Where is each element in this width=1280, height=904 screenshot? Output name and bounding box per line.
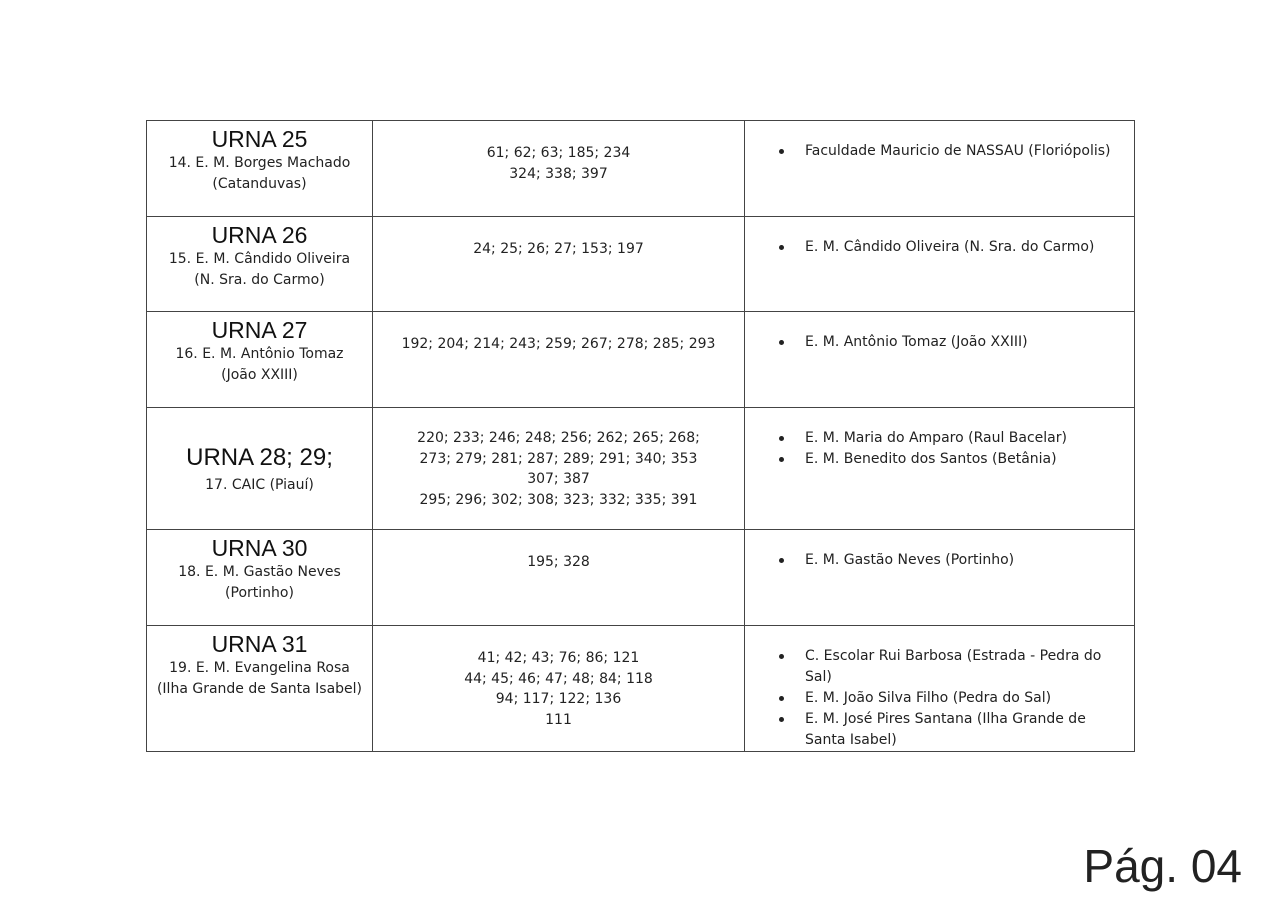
table-row [147,530,1135,626]
sections-line: 195; 328 [527,554,590,570]
list-item: E. M. João Silva Filho (Pedra do Sal) [779,688,1126,709]
school-name: 17. CAIC (Piauí) [205,477,314,493]
sections-line: 273; 279; 281; 287; 289; 291; 340; 353 [419,450,698,467]
urna-title: URNA 27 [211,317,308,343]
sections-cell [373,530,745,626]
sections-line: 44; 45; 46; 47; 48; 84; 118 [464,670,653,687]
urna-title: URNA 25 [211,126,308,152]
list-item: C. Escolar Rui Barbosa (Estrada - Pedra do Sal) [779,646,1126,688]
school-name: 19. E. M. Evangelina Rosa [169,660,350,676]
places-list [779,428,1126,470]
urna-cell [147,121,373,217]
school-name: 16. E. M. Antônio Tomaz [175,346,344,362]
places-list [779,550,1126,571]
list-item: E. M. Maria do Amparo (Raul Bacelar) [779,428,1126,449]
places-cell [745,408,1135,530]
sections-line: 295; 296; 302; 308; 323; 332; 335; 391 [419,491,698,508]
sections-line: 324; 338; 397 [509,165,608,182]
urna-cell [147,530,373,626]
table-row [147,312,1135,408]
school-location: (Portinho) [225,585,294,601]
sections-cell [373,626,745,752]
table-row [147,217,1135,312]
places-list [779,646,1126,751]
sections-cell [373,217,745,312]
table-row [147,408,1135,530]
school-location: (N. Sra. do Carmo) [194,272,325,288]
urna-title: URNA 30 [211,535,308,561]
sections-line: 61; 62; 63; 185; 234 [486,145,631,161]
places-cell [745,121,1135,217]
school-location: (Catanduvas) [212,176,307,192]
school-name: 14. E. M. Borges Machado [168,155,351,171]
school-name: 15. E. M. Cândido Oliveira [168,251,351,267]
urna-title: URNA 28; 29; [186,444,333,471]
sections-line: 307; 387 [527,471,590,487]
list-item: E. M. Benedito dos Santos (Betânia) [779,449,1126,470]
places-cell [745,626,1135,752]
list-item: E. M. Gastão Neves (Portinho) [779,550,1126,571]
sections-line: 220; 233; 246; 248; 256; 262; 265; 268; [417,430,700,446]
school-location: (João XXIII) [221,367,298,383]
places-list [779,237,1126,258]
page-number: Pág. 04 [1083,840,1242,892]
table-row [147,626,1135,752]
list-item: E. M. Antônio Tomaz (João XXIII) [779,332,1126,353]
sections-cell [373,312,745,408]
urna-title: URNA 26 [211,222,308,248]
places-cell [745,312,1135,408]
places-cell [745,530,1135,626]
school-location: (Ilha Grande de Santa Isabel) [156,681,363,697]
places-cell [745,217,1135,312]
sections-line: 41; 42; 43; 76; 86; 121 [477,650,640,666]
places-list [779,141,1126,162]
places-list [779,332,1126,353]
list-item: E. M. José Pires Santana (Ilha Grande de Santa Isabel) [779,709,1126,751]
school-name: 18. E. M. Gastão Neves [178,564,341,580]
sections-line: 192; 204; 214; 243; 259; 267; 278; 285; 293 [401,336,716,352]
sections-line: 24; 25; 26; 27; 153; 197 [473,241,644,257]
sections-cell [373,121,745,217]
sections-line: 94; 117; 122; 136 [495,691,622,707]
urnas-table [146,120,1135,752]
sections-cell [373,408,745,530]
urna-cell [147,408,373,530]
urna-cell [147,312,373,408]
urna-cell [147,217,373,312]
sections-line: 111 [545,711,572,728]
list-item: E. M. Cândido Oliveira (N. Sra. do Carmo) [779,237,1126,258]
list-item: Faculdade Mauricio de NASSAU (Floriópolis) [779,141,1126,162]
urna-title: URNA 31 [211,631,308,657]
urna-cell [147,626,373,752]
table-row [147,121,1135,217]
